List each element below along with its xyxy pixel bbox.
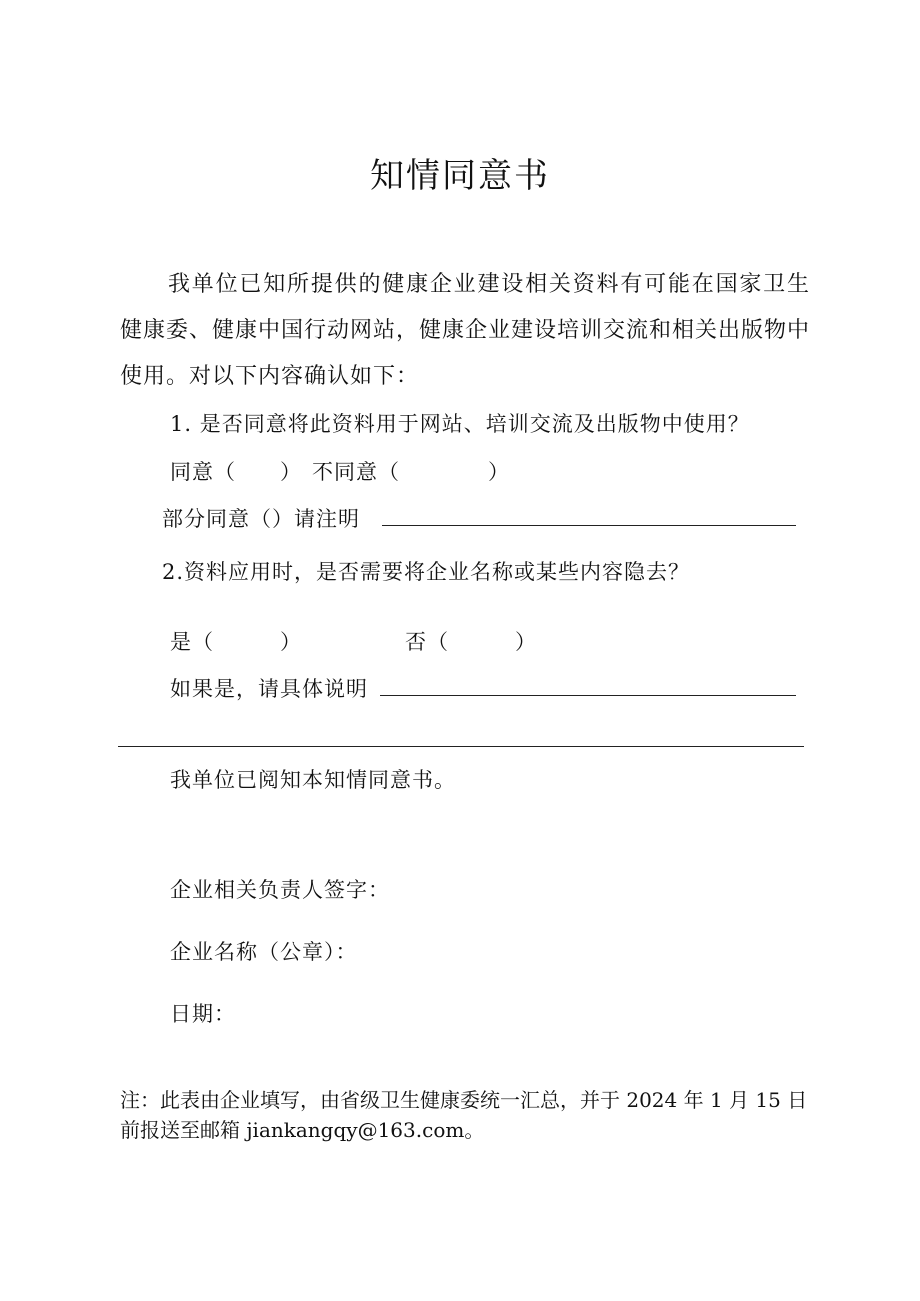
q1-agree-option[interactable]: 同意（ ） [170, 460, 302, 484]
question-1: 1. 是否同意将此资料用于网站、培训交流及出版物中使用？ [170, 412, 750, 436]
q2-explain-field[interactable] [380, 673, 796, 696]
signature-person-label: 企业相关负责人签字： [170, 878, 390, 902]
company-seal-label: 企业名称（公章）： [170, 940, 358, 964]
footnote: 注：此表由企业填写，由省级卫生健康委统一汇总，并于 2024 年 1 月 15 日前报送至邮箱 jiankangqy@163.com。 [120, 1088, 808, 1142]
document-title: 知情同意书 [370, 156, 550, 196]
q2-yes-option[interactable]: 是（ ） [170, 630, 302, 654]
acknowledge-text: 我单位已阅知本知情同意书。 [170, 768, 456, 792]
question-2: 2.资料应用时，是否需要将企业名称或某些内容隐去？ [162, 560, 691, 584]
q1-disagree-option[interactable]: 不同意（ ） [312, 460, 510, 484]
q1-partial-option[interactable]: 部分同意（）请注明 [162, 507, 360, 531]
q2-explain-label: 如果是，请具体说明 [170, 677, 368, 701]
q2-no-option[interactable]: 否（ ） [405, 630, 537, 654]
q1-partial-note-field[interactable] [382, 503, 796, 526]
intro-paragraph: 我单位已知所提供的健康企业建设相关资料有可能在国家卫生健康委、健康中国行动网站，健康企业建设培训交流和相关出版物中使用。对以下内容确认如下： [120, 272, 811, 389]
section-divider [118, 746, 804, 747]
date-label: 日期： [170, 1002, 236, 1026]
